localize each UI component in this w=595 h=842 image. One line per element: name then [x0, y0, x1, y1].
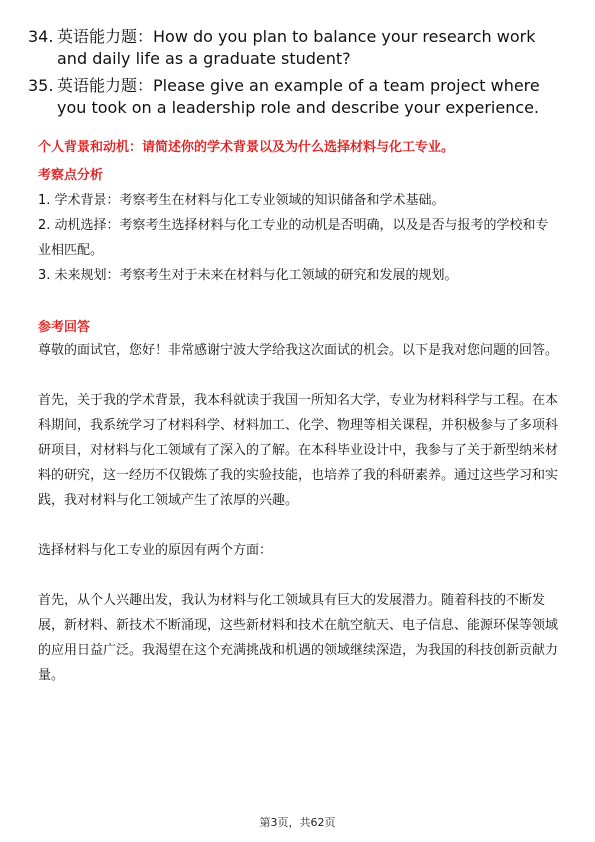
analysis-item: 3. 未来规划：考察考生对于未来在材料与化工领域的研究和发展的规划。: [38, 268, 458, 283]
question-headline: 个人背景和动机：请简述你的学术背景以及为什么选择材料与化工专业。: [38, 140, 455, 155]
paragraph-gap: [38, 563, 558, 588]
question-item: [28, 26, 548, 70]
question-text: 英语能力题：How do you plan to balance your research work and daily life as a graduate student?: [57, 27, 536, 68]
answer-body: [38, 338, 558, 688]
answer-paragraph: 首先，从个人兴趣出发，我认为材料与化工领域具有巨大的发展潜力。随着科技的不断发展，新材料、新技术不断涌现，这些新材料和技术在航空航天、电子信息、能源环保等领域的应用日益广泛。我渴望在这个充满挑战和机遇的领域继续深造，为我国的科技创新贡献力量。: [38, 593, 559, 683]
analysis-item: 1. 学术背景：考察考生在材料与化工专业领域的知识储备和学术基础。: [38, 193, 445, 208]
question-item: [28, 75, 548, 119]
answer-paragraph: 选择材料与化工专业的原因有两个方面：: [38, 543, 273, 558]
analysis-list: [38, 188, 558, 288]
question-text: 英语能力题：Please give an example of a team project where you took on a leadership role and describe your experience.: [57, 76, 540, 117]
analysis-item: 2. 动机选择：考察考生选择材料与化工专业的动机是否明确，以及是否与报考的学校和专业相匹配。: [38, 218, 549, 258]
paragraph-gap: [38, 363, 558, 388]
question-list: [28, 26, 548, 124]
question-number: 35.: [28, 76, 54, 95]
analysis-heading: 考察点分析: [38, 168, 104, 183]
answer-paragraph: 尊敬的面试官，您好！非常感谢宁波大学给我这次面试的机会。以下是我对您问题的回答。: [38, 343, 559, 358]
answer-paragraph: 首先，关于我的学术背景，我本科就读于我国一所知名大学，专业为材料科学与工程。在本科期间，我系统学习了材料科学、材料加工、化学、物理等相关课程，并积极参与了多项科研项目，对材料与化工领域有了深入的了解。在本科毕业设计中，我参与了关于新型纳米材料的研究，这一经历不仅锻炼了我的实验技能，也培养了我的科研素养。通过这些学习和实践，我对材料与化工领域产生了浓厚的兴趣。: [38, 393, 559, 508]
question-number: 34.: [28, 27, 54, 46]
answer-heading: 参考回答: [38, 320, 91, 335]
paragraph-gap: [38, 513, 558, 538]
page-number: 第3页，共62页: [259, 816, 336, 829]
